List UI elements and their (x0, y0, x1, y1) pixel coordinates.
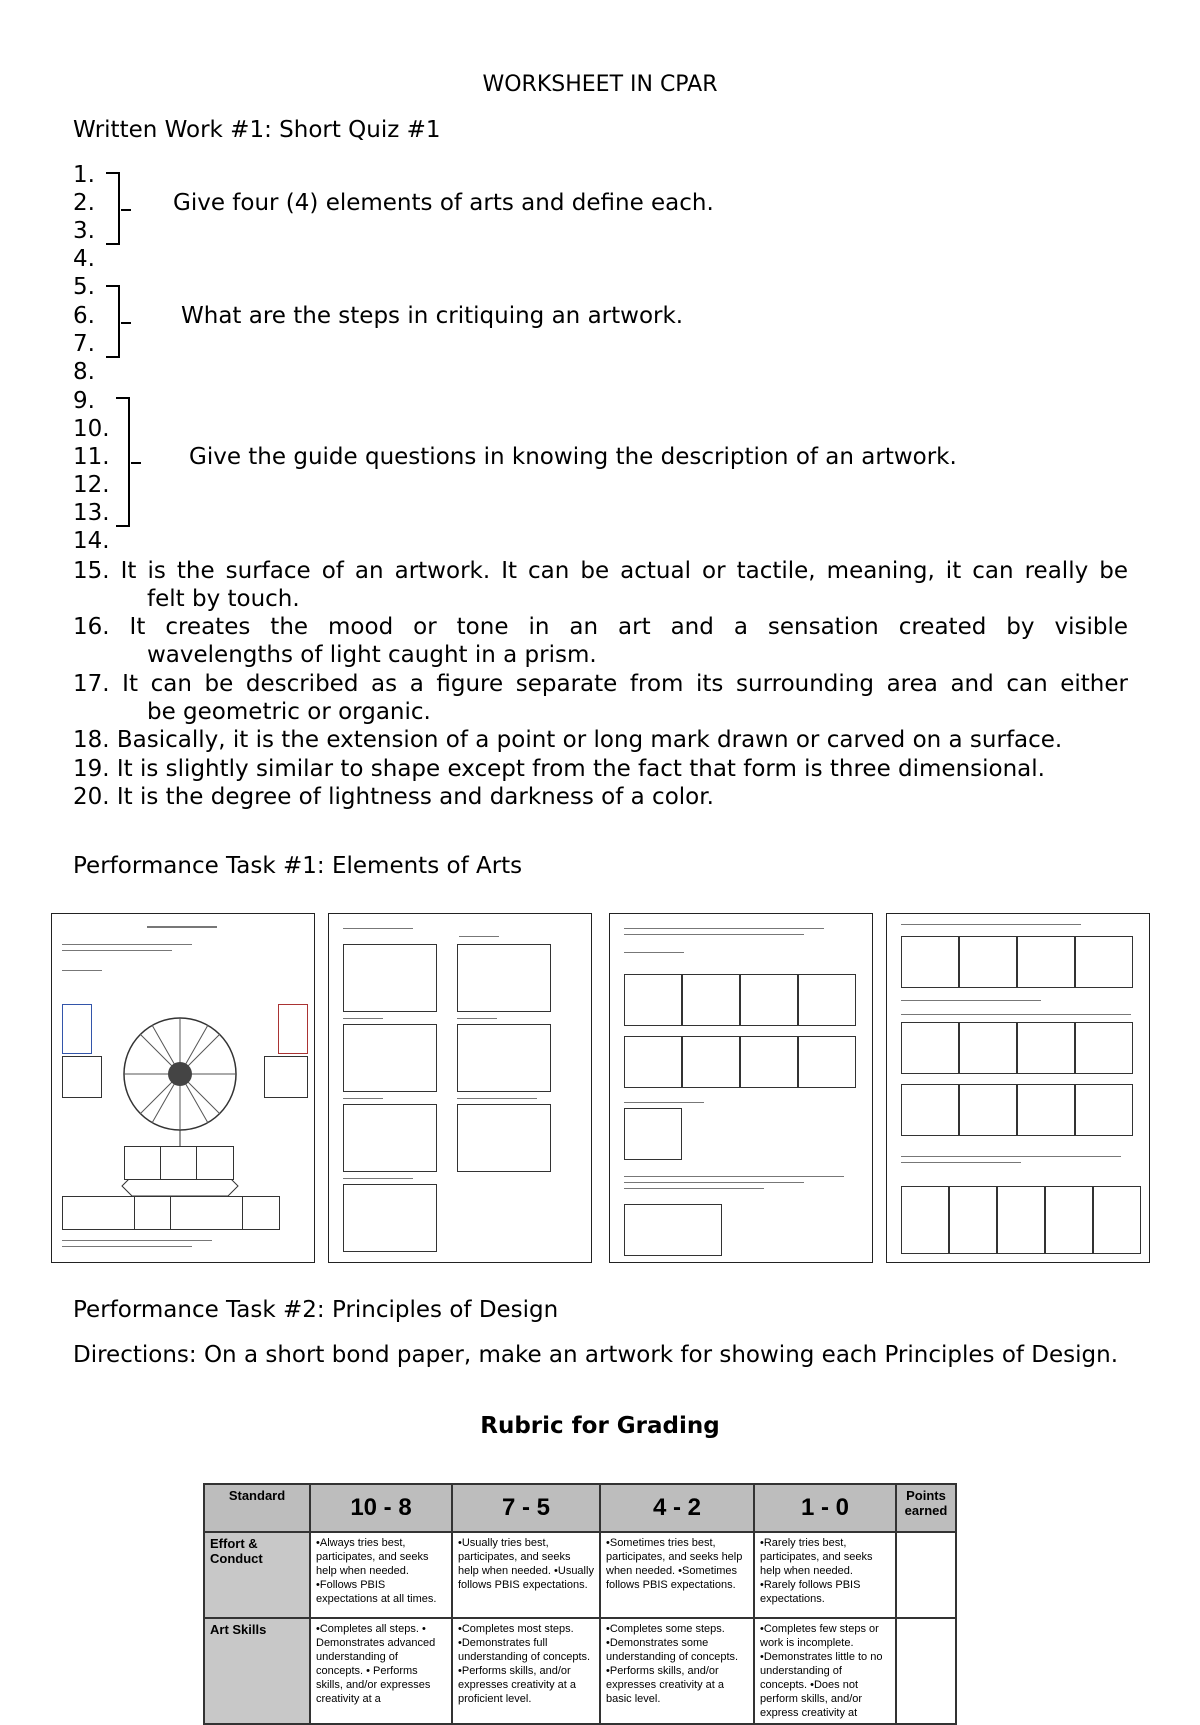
rubric-cell: •Completes all steps. • Demonstrates advanced understanding of concepts. • Performs skills, and/or expresses creativity at a (310, 1618, 452, 1724)
question-item (73, 755, 1128, 783)
points-earned-cell[interactable] (896, 1532, 956, 1618)
worksheet-thumbnail (886, 913, 1150, 1263)
item-number: 3. (73, 218, 95, 244)
question-group-3: Give the guide questions in knowing the description of an artwork. (189, 444, 957, 470)
question-group-1: Give four (4) elements of arts and define each. (173, 190, 714, 216)
rubric-cell: •Usually tries best, participates, and seeks help when needed. •Usually follows PBIS expectations. (452, 1532, 600, 1618)
item-number: 7. (73, 331, 95, 357)
item-number: 4. (73, 246, 95, 272)
question-group-2: What are the steps in critiquing an artwork. (181, 303, 684, 329)
table-row (204, 1618, 956, 1724)
question-item (73, 726, 1128, 754)
rubric-table (203, 1483, 957, 1725)
question-text-continued: be geometric or organic. (147, 699, 431, 725)
question-text: 18. Basically, it is the extension of a point or long mark drawn or carved on a surface. (73, 727, 1063, 753)
table-row (204, 1532, 956, 1618)
question-item (73, 670, 1128, 726)
rubric-header-score: 10 - 8 (310, 1484, 452, 1532)
item-number: 1. (73, 162, 95, 188)
item-number: 6. (73, 303, 95, 329)
rubric-cell: •Completes some steps. •Demonstrates some understanding of concepts. •Performs skills, and/or expresses creativity at a basic level. (600, 1618, 754, 1724)
item-number: 12. (73, 472, 110, 498)
rubric-cell: •Always tries best, participates, and seeks help when needed. •Follows PBIS expectations at all times. (310, 1532, 452, 1618)
item-number: 2. (73, 190, 95, 216)
question-text-continued: wavelengths of light caught in a prism. (147, 642, 597, 668)
rubric-header-standard: Standard (204, 1484, 310, 1532)
document-title: WORKSHEET IN CPAR (482, 72, 718, 97)
rubric-header-score: 4 - 2 (600, 1484, 754, 1532)
item-number: 10. (73, 416, 110, 442)
rubric-cell: •Completes most steps. •Demonstrates full understanding of concepts. •Performs skills, and/or expresses creativity at a proficient level. (452, 1618, 600, 1724)
rubric-header-points: Points earned (896, 1484, 956, 1532)
written-work-heading: Written Work #1: Short Quiz #1 (73, 117, 441, 143)
worksheet-thumbnail (328, 913, 592, 1263)
item-number: 8. (73, 359, 95, 385)
item-number: 13. (73, 500, 110, 526)
question-text: 17. It can be described as a figure separate from its surrounding area and can either (73, 671, 1128, 697)
item-number: 5. (73, 274, 95, 300)
rubric-standard: Effort & Conduct (204, 1532, 310, 1618)
rubric-cell: •Completes few steps or work is incomplete. •Demonstrates little to no understanding of concepts. •Does not perform skills, and/or express creativity at (754, 1618, 896, 1724)
performance-task-1-heading: Performance Task #1: Elements of Arts (73, 853, 523, 879)
bracket (106, 285, 120, 358)
question-text: 16. It creates the mood or tone in an art and a sensation created by visible (73, 614, 1128, 640)
worksheet-thumbnail (609, 913, 873, 1263)
question-item (73, 557, 1128, 613)
question-text: 19. It is slightly similar to shape except from the fact that form is three dimensional. (73, 756, 1045, 782)
question-text: 20. It is the degree of lightness and darkness of a color. (73, 784, 714, 810)
bracket (106, 172, 120, 245)
rubric-cell: •Sometimes tries best, participates, and seeks help when needed. •Sometimes follows PBIS expectations. (600, 1532, 754, 1618)
rubric-header-score: 1 - 0 (754, 1484, 896, 1532)
bracket (116, 397, 130, 527)
rubric-cell: •Rarely tries best, participates, and seeks help when needed. •Rarely follows PBIS expectations. (754, 1532, 896, 1618)
rubric-header-score: 7 - 5 (452, 1484, 600, 1532)
performance-task-2-heading: Performance Task #2: Principles of Design (73, 1297, 559, 1323)
item-number: 9. (73, 388, 95, 414)
directions-text: Directions: On a short bond paper, make an artwork for showing each Principles of Design. (73, 1342, 1119, 1368)
question-text-continued: felt by touch. (147, 586, 300, 612)
rubric-standard: Art Skills (204, 1618, 310, 1724)
question-item (73, 613, 1128, 669)
rubric-title: Rubric for Grading (480, 1413, 720, 1439)
question-text: 15. It is the surface of an artwork. It can be actual or tactile, meaning, it can really be (73, 558, 1128, 584)
item-number: 11. (73, 444, 110, 470)
question-item (73, 783, 1128, 811)
worksheet-thumbnail (51, 913, 315, 1263)
points-earned-cell[interactable] (896, 1618, 956, 1724)
item-number: 14. (73, 528, 110, 554)
rubric-header-row (204, 1484, 956, 1532)
